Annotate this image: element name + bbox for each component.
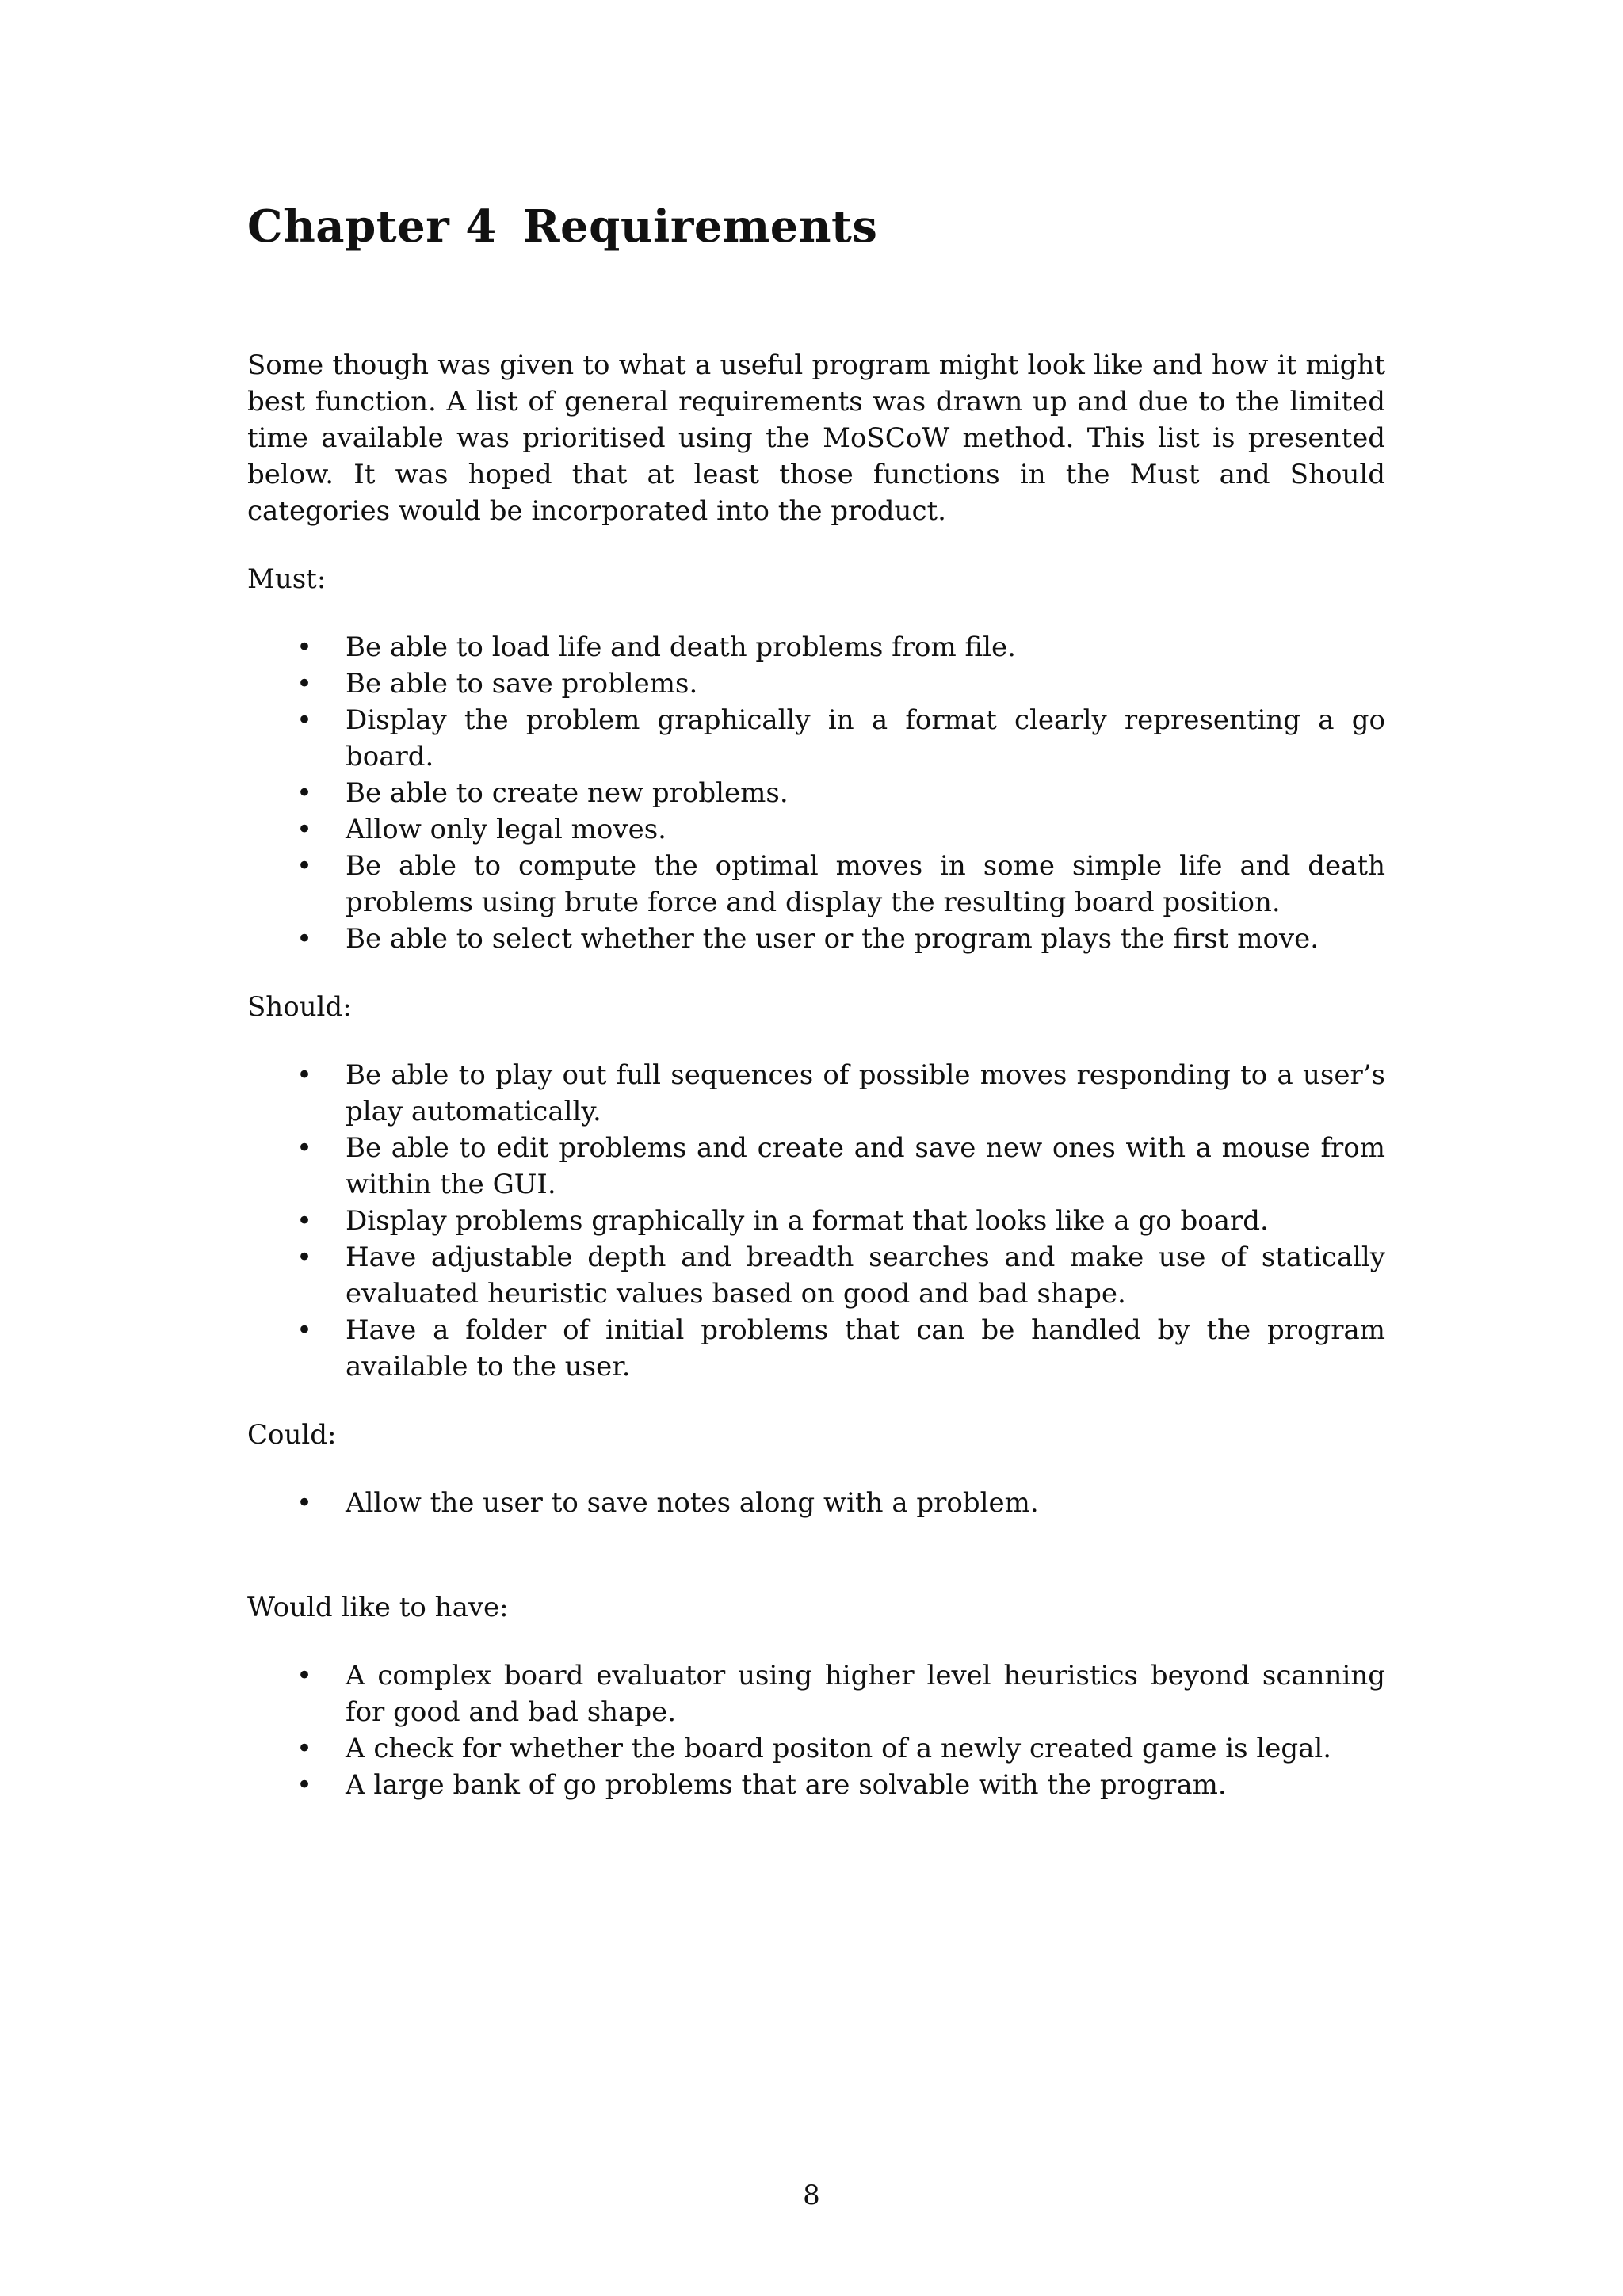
list-item (247, 1130, 1385, 1203)
bullet-icon: • (296, 1314, 313, 1346)
list-item (247, 921, 1385, 957)
bullet-icon: • (296, 1205, 313, 1237)
list-item (247, 1239, 1385, 1312)
would-label: Would like to have: (247, 1592, 509, 1623)
list-item (247, 1657, 1385, 1730)
list-item-text: Have adjustable depth and breadth searches and make use of statically evaluated heuristic values based on good and bad shape. (346, 1241, 1385, 1310)
list-item (247, 1057, 1385, 1130)
list-item (247, 1485, 1385, 1521)
bullet-icon: • (296, 631, 313, 663)
would-list (247, 1657, 1385, 1803)
list-item-text: Be able to play out full sequences of possible moves responding to a user’s play automatically. (346, 1059, 1385, 1127)
page-number: 8 (803, 2180, 820, 2211)
bullet-icon: • (296, 704, 313, 736)
list-item-text: Be able to select whether the user or the program plays the first move. (346, 923, 1319, 955)
list-item-text: Allow the user to save notes along with a problem. (346, 1487, 1039, 1519)
list-item-text: Be able to edit problems and create and save new ones with a mouse from within the GUI. (346, 1132, 1385, 1200)
could-label: Could: (247, 1419, 337, 1451)
list-item (247, 1730, 1385, 1767)
bullet-icon: • (296, 1660, 313, 1691)
bullet-icon: • (296, 923, 313, 955)
should-label: Should: (247, 991, 352, 1023)
must-list (247, 629, 1385, 957)
list-item-text: Display the problem graphically in a format clearly representing a go board. (346, 704, 1385, 772)
bullet-icon: • (296, 1059, 313, 1091)
list-item-text: A large bank of go problems that are solvable with the program. (346, 1769, 1227, 1801)
bullet-icon: • (296, 814, 313, 845)
list-item-text: A check for whether the board positon of a newly created game is legal. (346, 1733, 1332, 1764)
bullet-icon: • (296, 850, 313, 882)
spacer (247, 1521, 1385, 1589)
list-item-text: Be able to save problems. (346, 668, 698, 700)
bullet-icon: • (296, 1487, 313, 1519)
list-item-text: Be able to load life and death problems from file. (346, 631, 1016, 663)
list-item (247, 1312, 1385, 1385)
list-item (247, 811, 1385, 848)
chapter-heading (247, 195, 877, 258)
must-label: Must: (247, 563, 327, 595)
list-item (247, 702, 1385, 775)
bullet-icon: • (296, 1132, 313, 1164)
bullet-icon: • (296, 1241, 313, 1273)
bullet-icon: • (296, 777, 313, 809)
list-item-text: Be able to create new problems. (346, 777, 789, 809)
list-item-text: Be able to compute the optimal moves in some simple life and death problems using brute force and display the resulting board position. (346, 850, 1385, 918)
should-list (247, 1057, 1385, 1385)
bullet-icon: • (296, 1769, 313, 1801)
list-item-text: Allow only legal moves. (346, 814, 666, 845)
intro-paragraph: Some though was given to what a useful program might look like and how it might best function. A list of general requirements was drawn up and due to the limited time available was prioritised using the MoSCoW method. This list is presented below. It was hoped that at least those functions in the Must and Should categories would be incorporated into the product. (247, 349, 1385, 527)
list-item-text: Display problems graphically in a format that looks like a go board. (346, 1205, 1269, 1237)
chapter-title: Requirements (523, 200, 878, 253)
list-item-text: A complex board evaluator using higher level heuristics beyond scanning for good and bad shape. (346, 1660, 1385, 1728)
list-item (247, 1767, 1385, 1803)
list-item (247, 775, 1385, 811)
list-item-text: Have a folder of initial problems that can be handled by the program available to the user. (346, 1314, 1385, 1383)
list-item (247, 848, 1385, 921)
could-list (247, 1485, 1385, 1521)
chapter-number: Chapter 4 (247, 200, 497, 253)
list-item (247, 1203, 1385, 1239)
bullet-icon: • (296, 1733, 313, 1764)
bullet-icon: • (296, 668, 313, 700)
list-item (247, 666, 1385, 702)
list-item (247, 629, 1385, 666)
document-body (247, 347, 1385, 1835)
